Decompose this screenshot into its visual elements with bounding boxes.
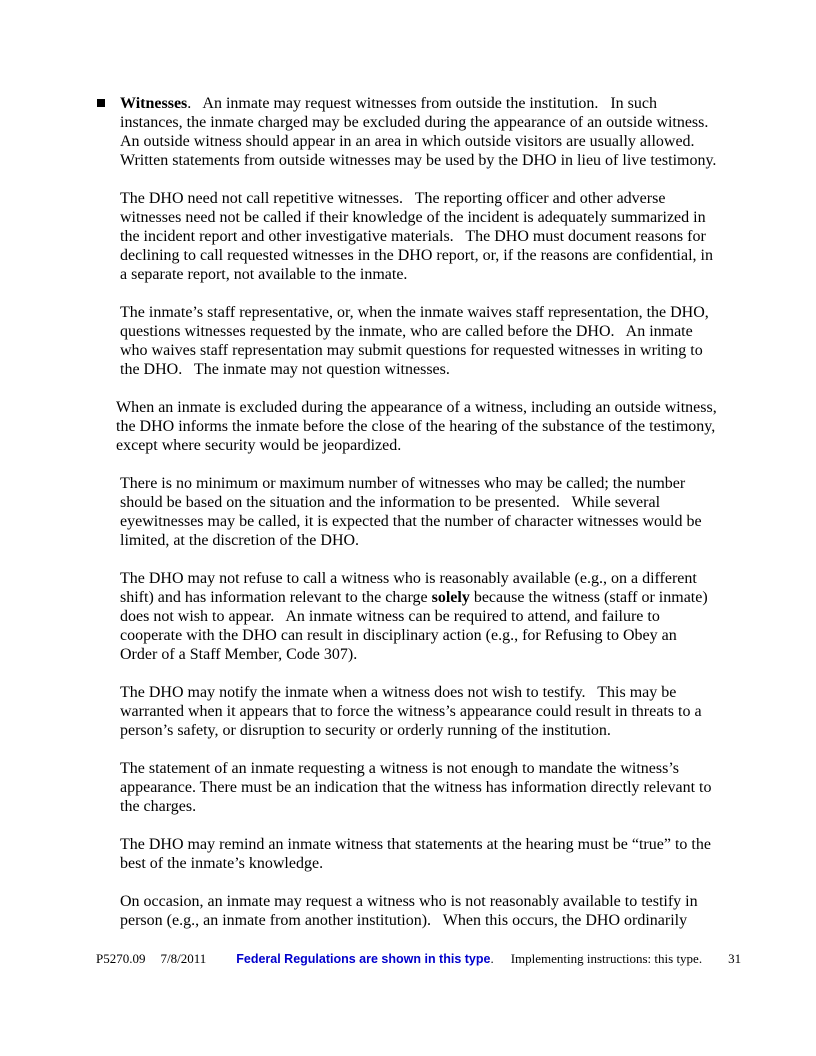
page-footer xyxy=(96,951,742,967)
paragraph-repetitive-witnesses: The DHO need not call repetitive witnesses. The reporting officer and other adverse witnesses need not be called if their knowledge of the incident is adequately summarized in the incident report and other investigative materials. The DHO must document reasons for declining to call requested witnesses in the DHO report, or, if the reasons are confidential, in a separate report, not available to the inmate. xyxy=(120,190,717,283)
witnesses-term: Witnesses xyxy=(120,95,188,112)
paragraph-notify-inmate: The DHO may notify the inmate when a witness does not wish to testify. This may be warranted when it appears that to force the witness’s appearance could result in threats to a person’s safety, or disruption to security or orderly running of the institution. xyxy=(120,684,706,739)
refuse-text-after: because the witness (staff or inmate) does not wish to appear. An inmate witness can be required to attend, and failure to cooperate with the DHO can result in disciplinary action (e.g., for Refusing to Obey an Order of a Staff Member, Code 307). xyxy=(120,589,712,663)
refuse-text-before: The DHO may not refuse to call a witness who is reasonably available (e.g., on a different shift) and has information relevant to the charge xyxy=(120,570,701,606)
footer-doc-number: P5270.09 xyxy=(96,951,146,966)
square-bullet-icon xyxy=(97,99,105,107)
paragraph-inmate-excluded: When an inmate is excluded during the appearance of a witness, including an outside witness, the DHO informs the inmate before the close of the hearing of the substance of the testimony, except where security would be jeopardized. xyxy=(116,399,721,454)
footer-page-number: 31 xyxy=(728,951,742,966)
footer-regulations-period: . xyxy=(490,951,494,966)
paragraph-not-reasonably-available: On occasion, an inmate may request a witness who is not reasonably available to testify in person (e.g., an inmate from another institution). When this occurs, the DHO ordinarily xyxy=(120,893,702,929)
paragraph-statement-not-enough: The statement of an inmate requesting a witness is not enough to mandate the witness’s appearance. There must be an indication that the witness has information directly relevant to the charges. xyxy=(120,760,716,815)
paragraph-number-of-witnesses: There is no minimum or maximum number of witnesses who may be called; the number should be based on the situation and the information to be presented. While several eyewitnesses may be called, it is expected that the number of character witnesses would be limited, at the discretion of the DHO. xyxy=(120,475,706,549)
solely-emphasis: solely xyxy=(431,589,470,606)
paragraph-staff-representative: The inmate’s staff representative, or, when the inmate waives staff representation, the DHO, questions witnesses requested by the inmate, who are called before the DHO. An inmate who waives staff representation may submit questions for requested witnesses in writing to the DHO. The inmate may not question witnesses. xyxy=(120,304,713,378)
bullet-paragraph-witnesses xyxy=(120,94,717,170)
paragraph-witnesses xyxy=(120,94,717,170)
footer-date: 7/8/2011 xyxy=(160,951,207,966)
footer-implementing-note: Implementing instructions: this type. xyxy=(510,951,703,966)
paragraph-refuse-to-call xyxy=(120,569,717,664)
document-body xyxy=(116,94,721,949)
witnesses-text: . An inmate may request witnesses from outside the institution. In such instances, the inmate charged may be excluded during the appearance of an outside witness. An outside witness should appear in an area in which outside visitors are usually allowed. Written statements from outside witnesses may be used by the DHO in lieu of live testimony. xyxy=(120,95,717,169)
paragraph-remind-true: The DHO may remind an inmate witness that statements at the hearing must be “true” to the best of the inmate’s knowledge. xyxy=(120,836,715,872)
footer-federal-regulations-note: Federal Regulations are shown in this type xyxy=(236,952,491,966)
